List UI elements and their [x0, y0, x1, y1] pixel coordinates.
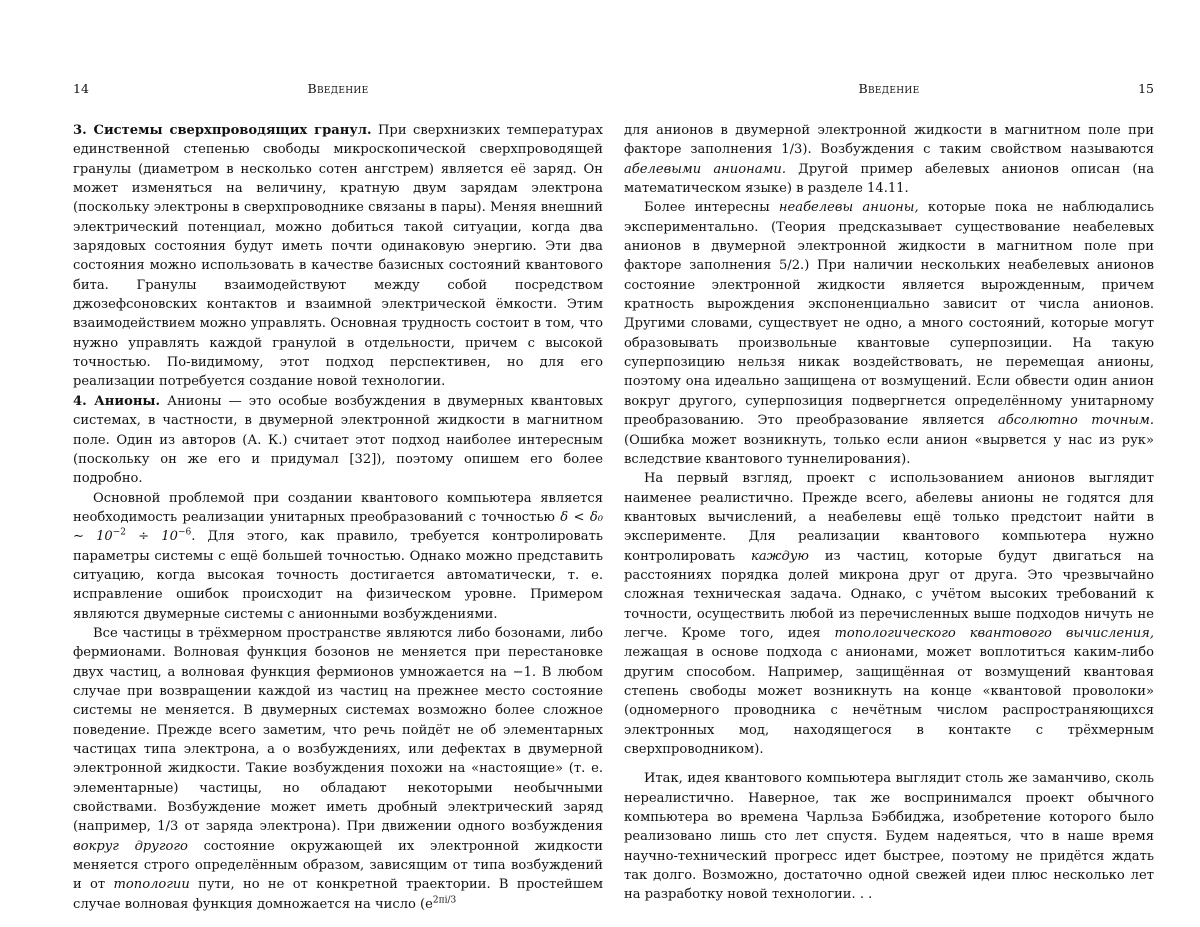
page-number: 14 [73, 81, 89, 96]
right-page-header [624, 80, 1154, 100]
paragraph-text: для анионов в двумерной электронной жидкости в магнитном поле при факторе заполнения 1/3). Возбуждения с таким свойством называются [624, 123, 1154, 158]
paragraph-non-abelian-anyons [624, 198, 1154, 469]
emphasis: каждую [751, 548, 809, 564]
paragraph-text: лежащая в основе подхода с анионами, может воплотиться каким-либо другим способом. Например, защищённая от возмущений квантовая степень свободы может возникнуть на конце «квантовой проволоки» (одномерного проводника с нечётным числом распространяющихся электронных мод, находящегося в контакте с трёхмерным сверхпроводником). [624, 645, 1154, 757]
section-lead: 4. Анионы. [73, 393, 161, 409]
paragraph-particles [73, 624, 603, 914]
paragraph-conclusion [624, 769, 1154, 904]
paragraph-text: . Для этого, как правило, требуется контролировать параметры системы с ещё большей точностью. Однако можно представить ситуацию, когда высокая точность достигается автоматически, т. е. исправление ошибок происходит на физическом уровне. Примером являются двумерные системы с анионными возбуждениями. [73, 529, 603, 622]
left-page [73, 0, 603, 927]
right-page [624, 0, 1154, 927]
paragraph-text: пути, но не от конкретной траектории. В простейшем случае волновая функция домножается на число (e [73, 877, 604, 912]
paragraph-text: состояние окружающей их электронной жидкости меняется строго определённым образом, зависящим от типа возбуждений и от [73, 838, 603, 893]
emphasis: абсолютно точным. [998, 413, 1155, 429]
running-title: Введение [858, 81, 920, 96]
paragraph-first-glance [624, 469, 1154, 759]
paragraph-text: Другой пример абелевых анионов описан (на математическом языке) в разделе 14.11. [624, 161, 1155, 197]
formula: δ < δ₀ ∼ 10 [73, 509, 603, 545]
paragraph-text: Более интересны [644, 200, 779, 216]
page-number: 15 [1138, 81, 1154, 96]
paragraph-text: (Ошибка может возникнуть, только если анион «вырвется у нас из рук» вследствие квантового туннелирования). [624, 432, 1154, 467]
paragraph-text: При сверхнизких температурах единственной степенью свободы микроскопической сверхпроводящей гранулы (диаметром в несколько сотен ангстрем) является её заряд. Он может изменяться на величину, кратную двум зарядам электрона (поскольку электроны в сверхпроводнике связаны в пары). Меняя внешний электрический потенциал, можно добиться такой ситуации, когда два зарядовых состояния будут иметь почти одинаковую энергию. Эти два состояния можно использовать в качестве базисных состояний квантового бита. Гранулы взаимодействуют между собой посредством джозефсоновских контактов и взаимной электрической ёмкости. Этим взаимодействием можно управлять. Основная трудность состоит в том, что нужно управлять каждой гранулой в отдельности, причем с высокой точностью. По-видимому, этот подход перспективен, но для его реализации потребуется создание новой технологии. [73, 123, 603, 390]
formula-exponent: 2πi/3 [432, 895, 457, 906]
paragraph-superconducting-grains [73, 121, 603, 392]
section-lead: 3. Системы сверхпроводящих гранул. [73, 123, 372, 138]
emphasis: абелевыми анионами. [624, 161, 787, 177]
paragraph-precision [73, 489, 603, 624]
emphasis: топологии [113, 877, 190, 893]
right-page-body [624, 121, 1154, 905]
formula: ÷ 10 [126, 529, 178, 545]
formula-exponent: −6 [177, 527, 192, 538]
paragraph-text: На первый взгляд, проект с использованием анионов выглядит наименее реалистично. Прежде всего, абелевы анионы не годятся для квантовых вычислений, а неабелевы ещё только предстоит найти в эксперименте. Для реализации квантового компьютера нужно контролировать [624, 471, 1154, 564]
paragraph-text: Все частицы в трёхмерном пространстве являются либо бозонами, либо фермионами. Волновая функция бозонов не меняется при перестановке двух частиц, а волновая функция фермионов умножается на −1. В любом случае при возвращении каждой из частиц на прежнее место состояние системы не меняется. В двумерных системах возможно более сложное поведение. Прежде всего заметим, что речь пойдёт не об элементарных частицах типа электрона, а о возбуждениях, или дефектах в двумерной электронной жидкости. Такие возбуждения похожи на «настоящие» (т. е. элементарные) частицы, но обладают некоторыми необычными свойствами. Возбуждение может иметь дробный электрический заряд (например, 1/3 от заряда электрона). При движении одного возбуждения [73, 625, 603, 835]
emphasis: вокруг другого [73, 838, 188, 854]
running-title: Введение [307, 81, 369, 96]
paragraph-abelian-anyons [624, 121, 1154, 198]
formula-exponent: −2 [112, 527, 127, 538]
left-page-header [73, 80, 603, 100]
paragraph-text: Итак, идея квантового компьютера выглядит столь же заманчиво, сколь нереалистично. Наверное, так же воспринимался проект обычного компьютера во времена Чарльза Бэббиджа, изобретение которого было реализовано лишь сто лет спустя. Будем надеяться, что в наше время научно-технический прогресс идет быстрее, поэтому не придётся ждать так долго. Возможно, достаточно одной свежей идеи плюс несколько лет на разработку новой технологии. . . [624, 771, 1154, 903]
paragraph-anyons [73, 392, 603, 489]
paragraph-text: которые пока не наблюдались экспериментально. (Теория предсказывает существование неабелевых анионов в двумерной электронной жидкости в магнитном поле при факторе заполнения 5/2.) При наличии нескольких неабелевых анионов состояние электронной жидкости является вырожденным, причем кратность вырождения экспоненциально зависит от числа анионов. Другими словами, существует не одно, а много состояний, которые могут образовывать произвольные квантовые суперпозиции. На такую суперпозицию нельзя никак воздействовать, не перемещая анионы, поэтому она идеально защищена от возмущений. Если обвести один анион вокруг другого, суперпозиция подвергнется определённому унитарному преобразованию. Это преобразование является [624, 200, 1154, 429]
paragraph-text: Анионы — это особые возбуждения в двумерных квантовых системах, в частности, в двумерной электронной жидкости в магнитном поле. Один из авторов (А. К.) считает этот подход наиболее интересным (поскольку он же его и придумал [32]), поэтому опишем его более подробно. [73, 393, 603, 487]
left-page-body [73, 121, 603, 914]
paragraph-text: из частиц, которые будут двигаться на расстояниях порядка долей микрона друг от друга. Это чрезвычайно сложная техническая задача. Однако, с учётом высоких требований к точности, осуществить любой из перечисленных выше подходов ничуть не легче. Кроме того, идея [624, 548, 1154, 641]
emphasis: неабелевы анионы, [778, 200, 919, 216]
emphasis: топологического квантового вычисления, [834, 625, 1154, 641]
paragraph-text: Основной проблемой при создании квантового компьютера является необходимость реализации унитарных преобразований с точностью [73, 490, 603, 525]
